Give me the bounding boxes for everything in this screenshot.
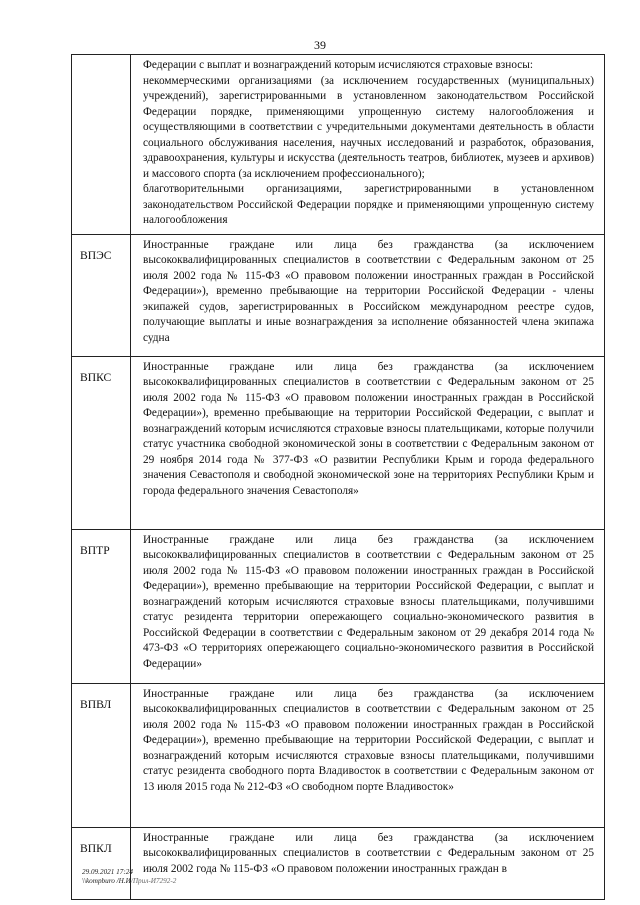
table-row (72, 529, 605, 683)
table-row (72, 356, 605, 529)
category-code: ВПКЛ (72, 827, 131, 899)
table-row (72, 683, 605, 827)
document-footer (82, 868, 176, 886)
category-description (131, 234, 605, 356)
footer-author-line (82, 877, 176, 886)
category-description (131, 356, 605, 529)
category-code: ВПТР (72, 529, 131, 683)
description-paragraph: Иностранные граждане или лица без гражданства (за исключением высококвалифицированных специалистов в соответствии с Федеральным законом от 25 июля 2002 года № 115-ФЗ «О правовом положении иностранных граждан в (143, 831, 594, 875)
table-row (72, 234, 605, 356)
page-number: 39 (314, 38, 326, 52)
description-paragraph: Федерации с выплат и вознаграждений которым исчисляются страховые взносы: (143, 59, 533, 71)
description-paragraph: Иностранные граждане или лица без гражданства (за исключением высококвалифицированных специалистов в соответствии с Федеральным законом от 25 июля 2002 года № 115-ФЗ «О правовом положении иностранных граждан в Российской Федерации»), временно пребывающие на территории Российской Федерации - члены экипажей судов, зарегистрированных в Российском международном реестре судов, получающие выплаты и иные вознаграждения за исполнение обязанностей члена экипажа судна (143, 238, 594, 344)
description-paragraph: Иностранные граждане или лица без гражданства (за исключением высококвалифицированных специалистов в соответствии с Федеральным законом от 25 июля 2002 года № 115-ФЗ «О правовом положении иностранных граждан в Российской Федерации»), временно пребывающие на территории Российской Федерации, с выплат и вознаграждений которым исчисляются страховые взносы плательщиками, которые получили статус участника свободной экономической зоны в соответствии с Федеральным законом от 29 ноября 2014 года № 377-ФЗ «О развитии Республики Крым и города федерального значения Севастополя и свободной экономической зоне на территориях Республики Крым и города федерального значения Севастополя» (143, 360, 594, 497)
category-description (131, 529, 605, 683)
description-paragraph: Иностранные граждане или лица без гражданства (за исключением высококвалифицированных специалистов в соответствии с Федеральным законом от 25 июля 2002 года № 115-ФЗ «О правовом положении иностранных граждан в Российской Федерации»), временно пребывающие на территории Российской Федерации, с выплат и вознаграждений которым исчисляются страховые взносы плательщиками, получившими статус резидента свободного порта Владивосток в соответствии с Федеральным законом от 13 июля 2015 года № 212-ФЗ «О свободном порте Владивосток» (143, 687, 594, 793)
table-row (72, 55, 605, 235)
category-description (131, 55, 605, 235)
category-description (131, 827, 605, 899)
footer-datetime: 29.09.2021 17:24 (82, 868, 133, 876)
category-description (131, 683, 605, 827)
description-paragraph: Иностранные граждане или лица без гражданства (за исключением высококвалифицированных специалистов в соответствии с Федеральным законом от 25 июля 2002 года № 115-ФЗ «О правовом положении иностранных граждан в Российской Федерации»), временно пребывающие на территории Российской Федерации, с выплат и вознаграждений которым исчисляются страховые взносы плательщиками, получившими статус резидента территории опережающего социально-экономического развития в Российской Федерации в соответствии с Федеральным законом от 29 декабря 2014 года № 473-ФЗ «О территориях опережающего социально-экономического развития в Российской Федерации» (143, 533, 594, 670)
footer-author: \\kompburo /Н.И (82, 877, 131, 885)
category-codes-table (71, 54, 605, 900)
category-code: ВПВЛ (72, 683, 131, 827)
description-paragraph: некоммерческими организациями (за исключением государственных (муниципальных) учреждений), зарегистрированными в установленном законодательством Российской Федерации порядке, применяющими упрощенную систему налогообложения и осуществляющими в соответствии с учредительными документами деятельность в области социального обслуживания населения, научных исследований и разработок, образования, здравоохранения, культуры и искусства (деятельность театров, библиотек, музеев и архивов) и массового спорта (за исключением профессионального); (143, 74, 594, 180)
category-code (72, 55, 131, 235)
table-row (72, 827, 605, 899)
description-paragraph: благотворительными организациями, зарегистрированными в установленном законодательством Российской Федерации порядке и применяющими упрощенную систему налогообложения (143, 183, 594, 226)
category-code: ВПЭС (72, 234, 131, 356)
category-code: ВПКС (72, 356, 131, 529)
footer-file: /Прил-И7292-2 (130, 877, 177, 885)
